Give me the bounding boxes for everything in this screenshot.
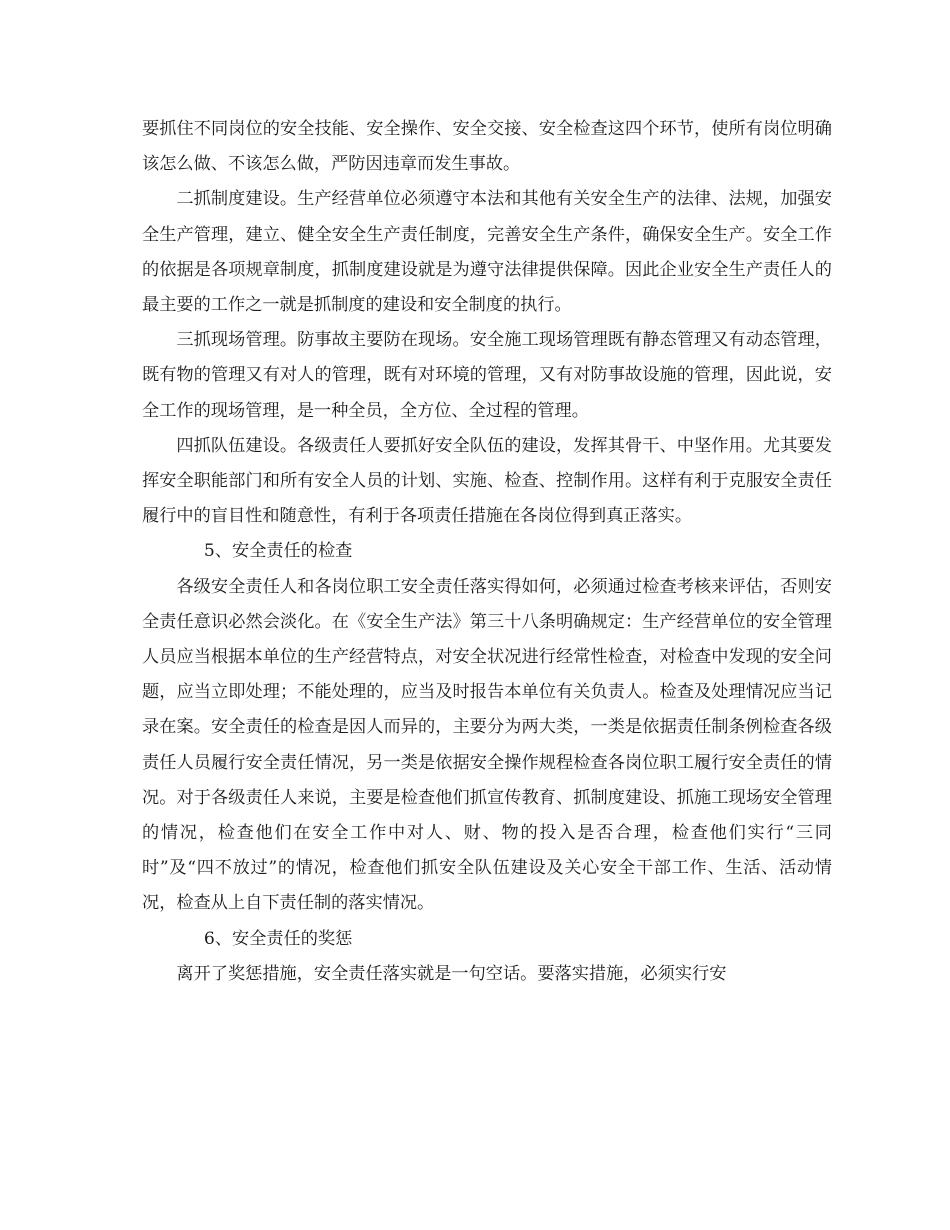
section-heading-inspection: 5、安全责任的检查	[203, 541, 353, 562]
paragraph-continued: 要抓住不同岗位的安全技能、安全操作、安全交接、安全检查这四个环节，使所有岗位明确该怎么做、不该怎么做，严防因违章而发生事故。	[142, 119, 832, 175]
paragraph-institution-building: 二抓制度建设。生产经营单位必须遵守本法和其他有关安全生产的法律、法规，加强安全生产管理，建立、健全安全生产责任制度，完善安全生产条件，确保安全生产。安全工作的依据是各项规章制度，抓制度建设就是为遵守法律提供保障。因此企业安全生产责任人的最主要的工作之一就是抓制度的建设和安全制度的执行。	[142, 189, 832, 316]
paragraph-rewards: 离开了奖惩措施，安全责任落实就是一句空话。要落实措施，必须实行安	[176, 963, 727, 984]
document-body	[142, 112, 832, 992]
paragraph-team-building: 四抓队伍建设。各级责任人要抓好安全队伍的建设，发挥其骨干、中坚作用。尤其要发挥安全职能部门和所有安全人员的计划、实施、检查、控制作用。这样有利于克服安全责任履行中的盲目性和随意性，有利于各项责任措施在各岗位得到真正落实。	[142, 435, 832, 527]
paragraph-inspection: 各级安全责任人和各岗位职工安全责任落实得如何，必须通过检查考核来评估，否则安全责任意识必然会淡化。在《安全生产法》第三十八条明确规定：生产经营单位的安全管理人员应当根据本单位的生产经营特点，对安全状况进行经常性检查，对检查中发现的安全问题，应当立即处理；不能处理的，应当及时报告本单位有关负责人。检查及处理情况应当记录在案。安全责任的检查是因人而异的，主要分为两大类，一类是依据责任制条例检查各级责任人员履行安全责任情况，另一类是依据安全操作规程检查各岗位职工履行安全责任的情况。对于各级责任人来说，主要是检查他们抓宣传教育、抓制度建设、抓施工现场安全管理的情况，检查他们在安全工作中对人、财、物的投入是否合理，检查他们实行“三同时”及“四不放过”的情况，检查他们抓安全队伍建设及关心安全干部工作、生活、活动情况，检查从上自下责任制的落实情况。	[142, 576, 832, 914]
section-heading-rewards: 6、安全责任的奖惩	[203, 928, 353, 949]
paragraph-site-management: 三抓现场管理。防事故主要防在现场。安全施工现场管理既有静态管理又有动态管理，既有物的管理又有对人的管理，既有对环境的管理，又有对防事故设施的管理，因此说，安全工作的现场管理，是一种全员，全方位、全过程的管理。	[142, 330, 832, 421]
